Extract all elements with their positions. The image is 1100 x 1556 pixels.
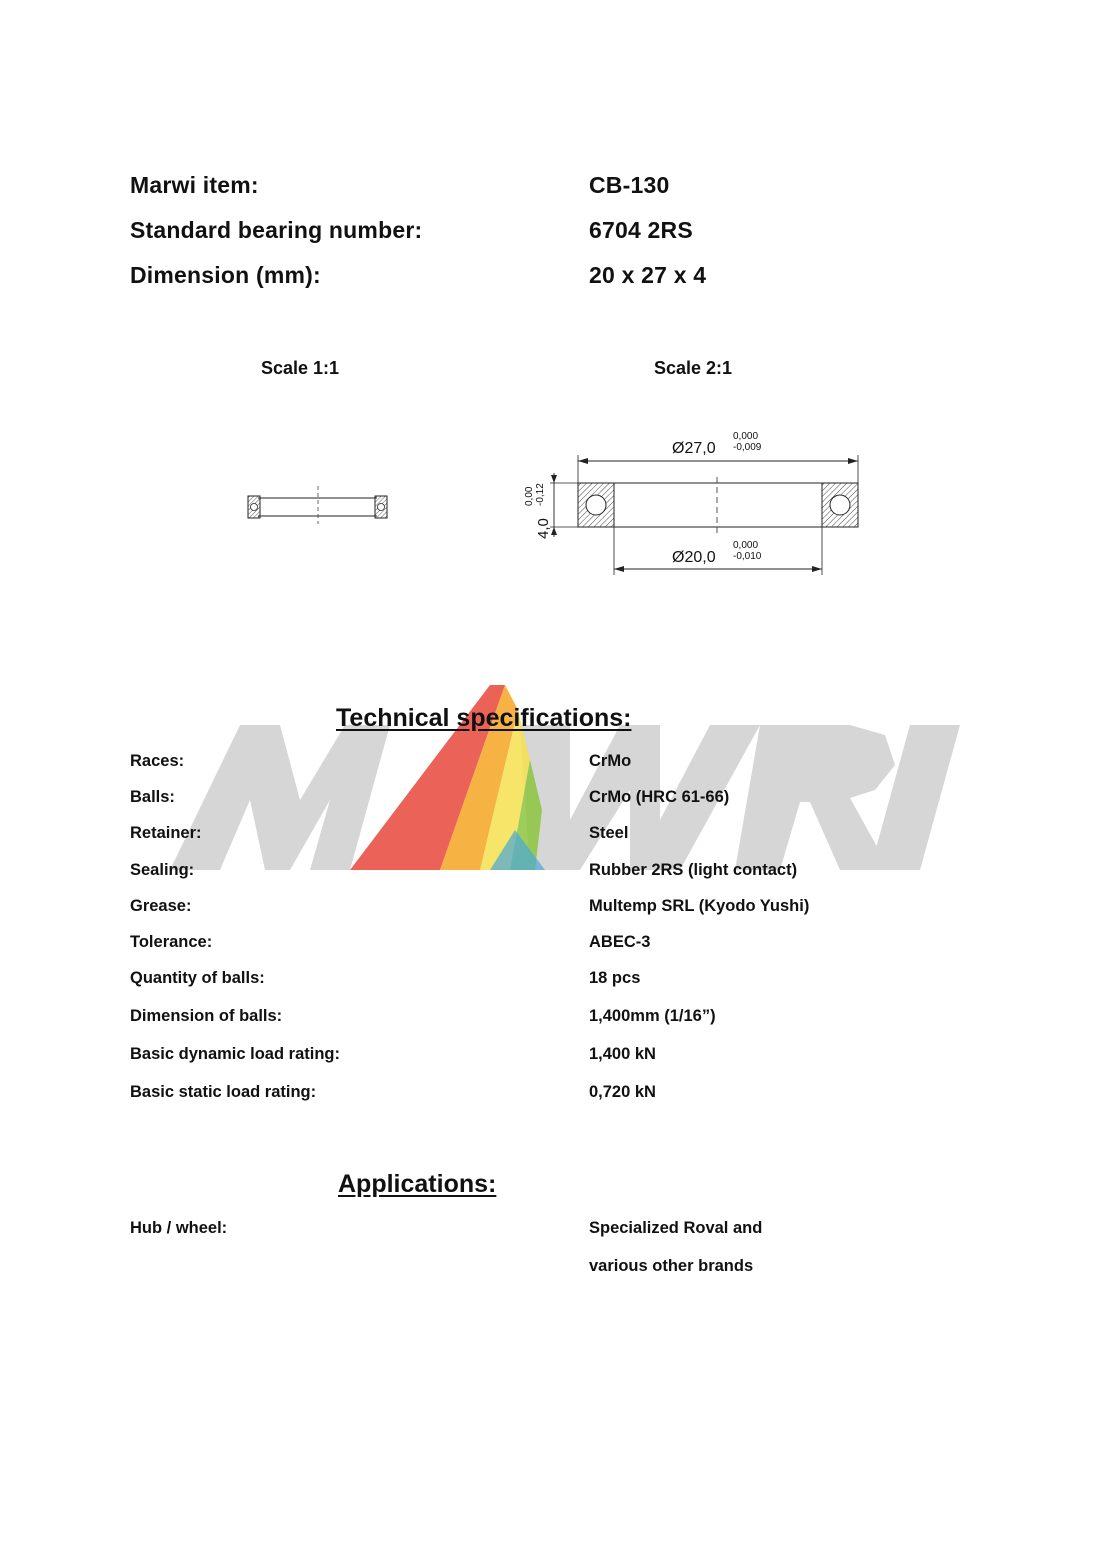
inner-diameter-tolerance: 0,000 -0,010: [733, 540, 762, 562]
outer-diameter-tolerance: 0,000 -0,009: [733, 431, 762, 453]
spec-label: Grease:: [130, 897, 192, 915]
inner-diameter-dim: Ø20,0: [672, 549, 716, 566]
spec-value: 1,400 kN: [589, 1045, 656, 1063]
spec-label: Basic static load rating:: [130, 1083, 317, 1101]
spec-value: 1,400mm (1/16”): [589, 1007, 716, 1025]
spec-value: CrMo: [589, 752, 632, 770]
dimension-label: Dimension (mm):: [130, 262, 321, 288]
spec-label: Races:: [130, 752, 185, 770]
spec-label: Sealing:: [130, 861, 195, 879]
bearing-drawing-scale-1: [240, 480, 400, 530]
outer-diameter-dim: Ø27,0: [672, 440, 716, 457]
bearing-number-value: 6704 2RS: [589, 217, 693, 243]
spec-label: Retainer:: [130, 824, 202, 842]
technical-specifications-title: Technical specifications:: [336, 704, 632, 732]
width-tolerance: 0,00 -0,12: [524, 483, 546, 506]
spec-label: Quantity of balls:: [130, 969, 265, 987]
application-value-line-1: Specialized Roval and: [589, 1219, 763, 1237]
dimension-value: 20 x 27 x 4: [589, 262, 707, 288]
spec-value: ABEC-3: [589, 933, 651, 951]
spec-label: Tolerance:: [130, 933, 213, 951]
application-label: Hub / wheel:: [130, 1219, 228, 1237]
spec-value: CrMo (HRC 61-66): [589, 788, 730, 806]
item-label: Marwi item:: [130, 172, 259, 198]
spec-label: Balls:: [130, 788, 175, 806]
spec-value: 0,720 kN: [589, 1083, 656, 1101]
applications-title: Applications:: [338, 1170, 497, 1198]
width-dim: 4,0: [535, 518, 552, 539]
spec-value: Rubber 2RS (light contact): [589, 861, 798, 879]
spec-label: Basic dynamic load rating:: [130, 1045, 340, 1063]
item-value: CB-130: [589, 172, 670, 198]
bearing-number-label: Standard bearing number:: [130, 217, 423, 243]
spec-label: Dimension of balls:: [130, 1007, 283, 1025]
application-value-line-2: various other brands: [589, 1257, 754, 1275]
scale-2-label: Scale 2:1: [654, 358, 733, 378]
spec-value: 18 pcs: [589, 969, 641, 987]
spec-value: Multemp SRL (Kyodo Yushi): [589, 897, 810, 915]
spec-value: Steel: [589, 824, 629, 842]
scale-1-label: Scale 1:1: [261, 358, 340, 378]
